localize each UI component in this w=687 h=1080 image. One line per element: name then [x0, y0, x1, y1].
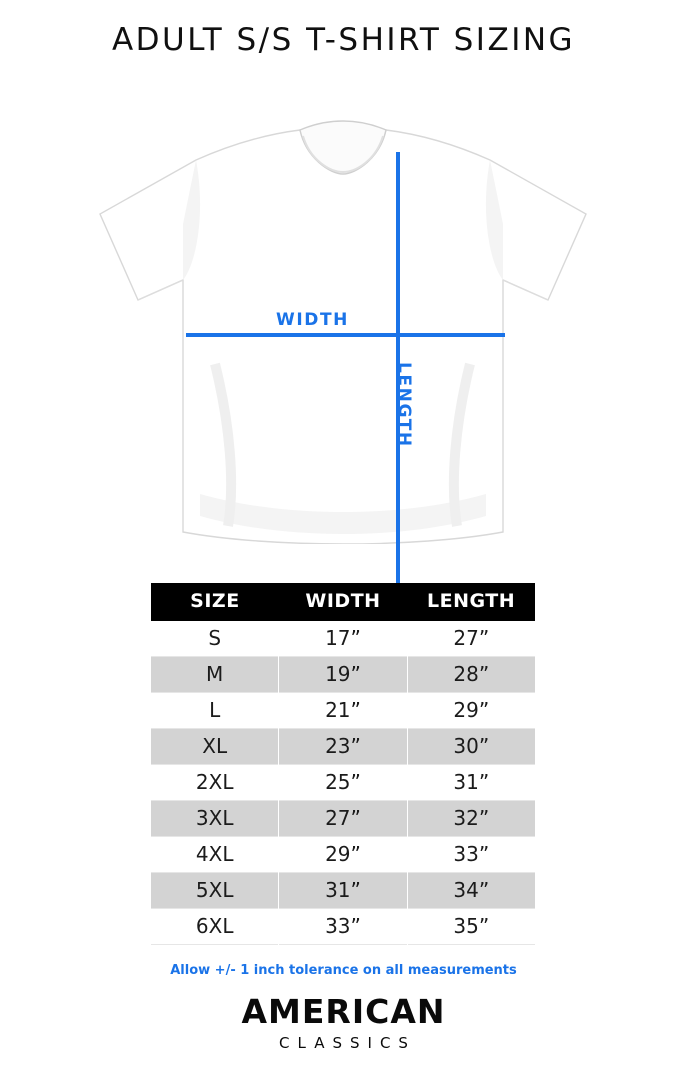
cell-width: 31”	[279, 873, 407, 909]
brand-name: AMERICAN	[241, 992, 446, 1031]
table-row	[151, 657, 535, 693]
cell-size: M	[151, 657, 279, 693]
cell-width: 17”	[279, 621, 407, 657]
table-row	[151, 729, 535, 765]
cell-width: 27”	[279, 801, 407, 837]
cell-length: 30”	[407, 729, 535, 765]
cell-length: 31”	[407, 765, 535, 801]
table-row	[151, 909, 535, 945]
tolerance-note: Allow +/- 1 inch tolerance on all measurements	[170, 963, 517, 978]
tshirt-diagram	[0, 64, 687, 544]
column-header-length: LENGTH	[407, 583, 535, 621]
width-measure-line	[186, 333, 505, 337]
table-row	[151, 621, 535, 657]
cell-width: 19”	[279, 657, 407, 693]
length-label: LENGTH	[394, 362, 414, 448]
cell-width: 33”	[279, 909, 407, 945]
cell-length: 29”	[407, 693, 535, 729]
cell-size: 2XL	[151, 765, 279, 801]
cell-size: 3XL	[151, 801, 279, 837]
table-row	[151, 693, 535, 729]
cell-width: 25”	[279, 765, 407, 801]
cell-length: 27”	[407, 621, 535, 657]
table-header-row	[151, 583, 535, 621]
cell-size: 4XL	[151, 837, 279, 873]
table-row	[151, 765, 535, 801]
width-label: WIDTH	[276, 310, 350, 330]
table-row	[151, 837, 535, 873]
column-header-size: SIZE	[151, 583, 279, 621]
cell-length: 28”	[407, 657, 535, 693]
page-title: ADULT S/S T-SHIRT SIZING	[111, 22, 576, 58]
cell-length: 33”	[407, 837, 535, 873]
table-row	[151, 873, 535, 909]
cell-size: 5XL	[151, 873, 279, 909]
cell-width: 29”	[279, 837, 407, 873]
tshirt-illustration-icon	[0, 64, 687, 544]
cell-length: 32”	[407, 801, 535, 837]
cell-size: 6XL	[151, 909, 279, 945]
table-row	[151, 801, 535, 837]
cell-width: 21”	[279, 693, 407, 729]
size-chart-table	[151, 583, 535, 945]
cell-length: 35”	[407, 909, 535, 945]
column-header-width: WIDTH	[279, 583, 407, 621]
brand-subtitle: CLASSICS	[279, 1033, 416, 1052]
cell-size: XL	[151, 729, 279, 765]
cell-length: 34”	[407, 873, 535, 909]
cell-size: S	[151, 621, 279, 657]
cell-size: L	[151, 693, 279, 729]
brand-logo	[0, 992, 687, 1052]
cell-width: 23”	[279, 729, 407, 765]
